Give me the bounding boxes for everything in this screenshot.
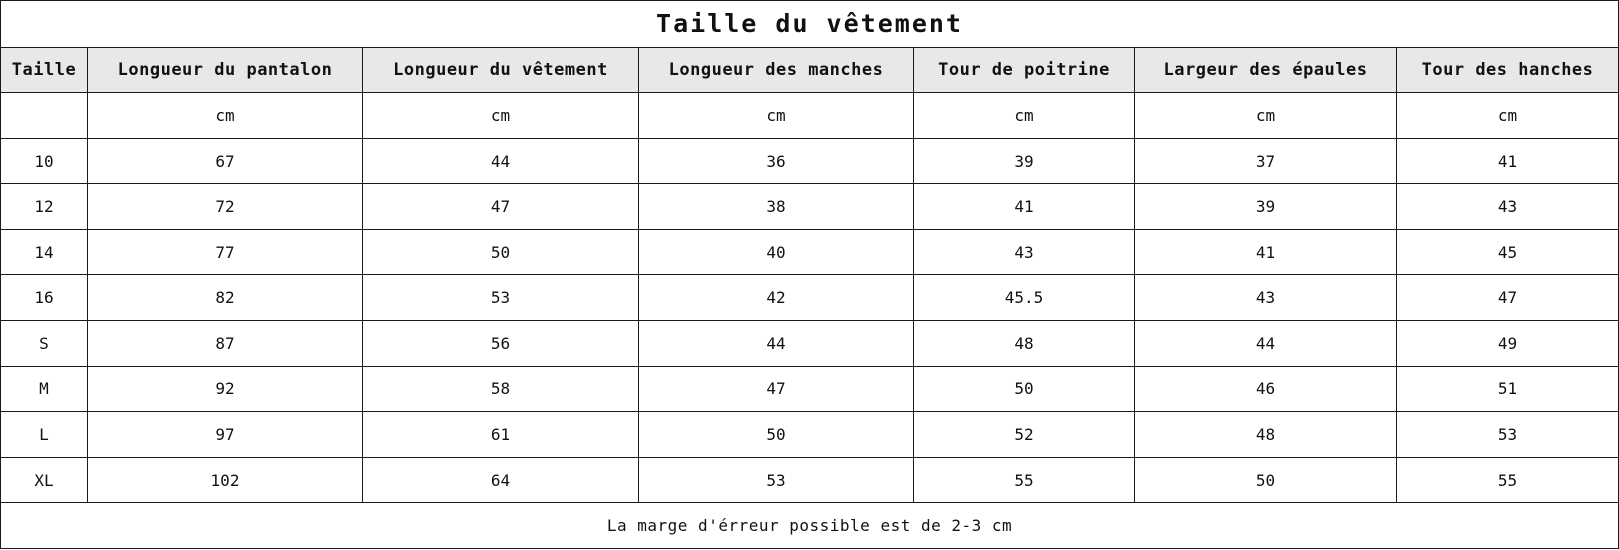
table-cell: 50 (639, 412, 914, 458)
table-cell: 44 (363, 138, 639, 184)
table-cell: 48 (1135, 412, 1397, 458)
table-cell: 46 (1135, 366, 1397, 412)
table-cell: 39 (914, 138, 1135, 184)
size-label-cell: S (1, 321, 88, 367)
table-cell: 47 (1397, 275, 1619, 321)
table-cell: 50 (363, 229, 639, 275)
table-cell: 41 (1397, 138, 1619, 184)
table-title: Taille du vêtement (1, 1, 1619, 48)
table-cell: 92 (88, 366, 363, 412)
table-row (1, 275, 1619, 321)
header-longueur-manches: Longueur des manches (639, 47, 914, 93)
size-label-cell: XL (1, 457, 88, 503)
unit-cell: cm (1135, 93, 1397, 139)
table-row (1, 184, 1619, 230)
table-cell: 82 (88, 275, 363, 321)
table-cell: 53 (363, 275, 639, 321)
table-cell: 53 (1397, 412, 1619, 458)
size-label-cell: L (1, 412, 88, 458)
table-row (1, 321, 1619, 367)
table-cell: 64 (363, 457, 639, 503)
table-cell: 42 (639, 275, 914, 321)
header-largeur-epaules: Largeur des épaules (1135, 47, 1397, 93)
unit-cell: cm (88, 93, 363, 139)
table-cell: 38 (639, 184, 914, 230)
table-cell: 36 (639, 138, 914, 184)
table-cell: 55 (1397, 457, 1619, 503)
unit-cell: cm (363, 93, 639, 139)
table-cell: 43 (1135, 275, 1397, 321)
table-cell: 50 (1135, 457, 1397, 503)
unit-cell: cm (914, 93, 1135, 139)
table-cell: 53 (639, 457, 914, 503)
table-cell: 58 (363, 366, 639, 412)
table-cell: 43 (1397, 184, 1619, 230)
table-cell: 49 (1397, 321, 1619, 367)
unit-cell (1, 93, 88, 139)
unit-cell: cm (1397, 93, 1619, 139)
table-cell: 67 (88, 138, 363, 184)
table-cell: 45.5 (914, 275, 1135, 321)
unit-cell: cm (639, 93, 914, 139)
table-cell: 47 (363, 184, 639, 230)
table-cell: 47 (639, 366, 914, 412)
size-label-cell: 12 (1, 184, 88, 230)
header-row (1, 47, 1619, 93)
table-cell: 52 (914, 412, 1135, 458)
table-cell: 77 (88, 229, 363, 275)
header-taille: Taille (1, 47, 88, 93)
table-cell: 87 (88, 321, 363, 367)
size-label-cell: 10 (1, 138, 88, 184)
table-cell: 55 (914, 457, 1135, 503)
table-cell: 44 (639, 321, 914, 367)
header-tour-poitrine: Tour de poitrine (914, 47, 1135, 93)
table-row (1, 457, 1619, 503)
header-longueur-pantalon: Longueur du pantalon (88, 47, 363, 93)
size-label-cell: 14 (1, 229, 88, 275)
size-label-cell: M (1, 366, 88, 412)
table-cell: 51 (1397, 366, 1619, 412)
table-row (1, 412, 1619, 458)
header-longueur-vetement: Longueur du vêtement (363, 47, 639, 93)
title-row (1, 1, 1619, 48)
table-cell: 43 (914, 229, 1135, 275)
units-row (1, 93, 1619, 139)
table-cell: 41 (914, 184, 1135, 230)
table-cell: 41 (1135, 229, 1397, 275)
table-cell: 37 (1135, 138, 1397, 184)
size-label-cell: 16 (1, 275, 88, 321)
header-tour-hanches: Tour des hanches (1397, 47, 1619, 93)
table-row (1, 138, 1619, 184)
table-cell: 97 (88, 412, 363, 458)
table-cell: 40 (639, 229, 914, 275)
note-row (1, 503, 1619, 549)
table-cell: 44 (1135, 321, 1397, 367)
table-cell: 61 (363, 412, 639, 458)
table-cell: 48 (914, 321, 1135, 367)
table-cell: 39 (1135, 184, 1397, 230)
table-row (1, 229, 1619, 275)
table-cell: 45 (1397, 229, 1619, 275)
table-cell: 72 (88, 184, 363, 230)
table-row (1, 366, 1619, 412)
table-cell: 56 (363, 321, 639, 367)
error-margin-note: La marge d'érreur possible est de 2-3 cm (1, 503, 1619, 549)
table-cell: 50 (914, 366, 1135, 412)
table-cell: 102 (88, 457, 363, 503)
